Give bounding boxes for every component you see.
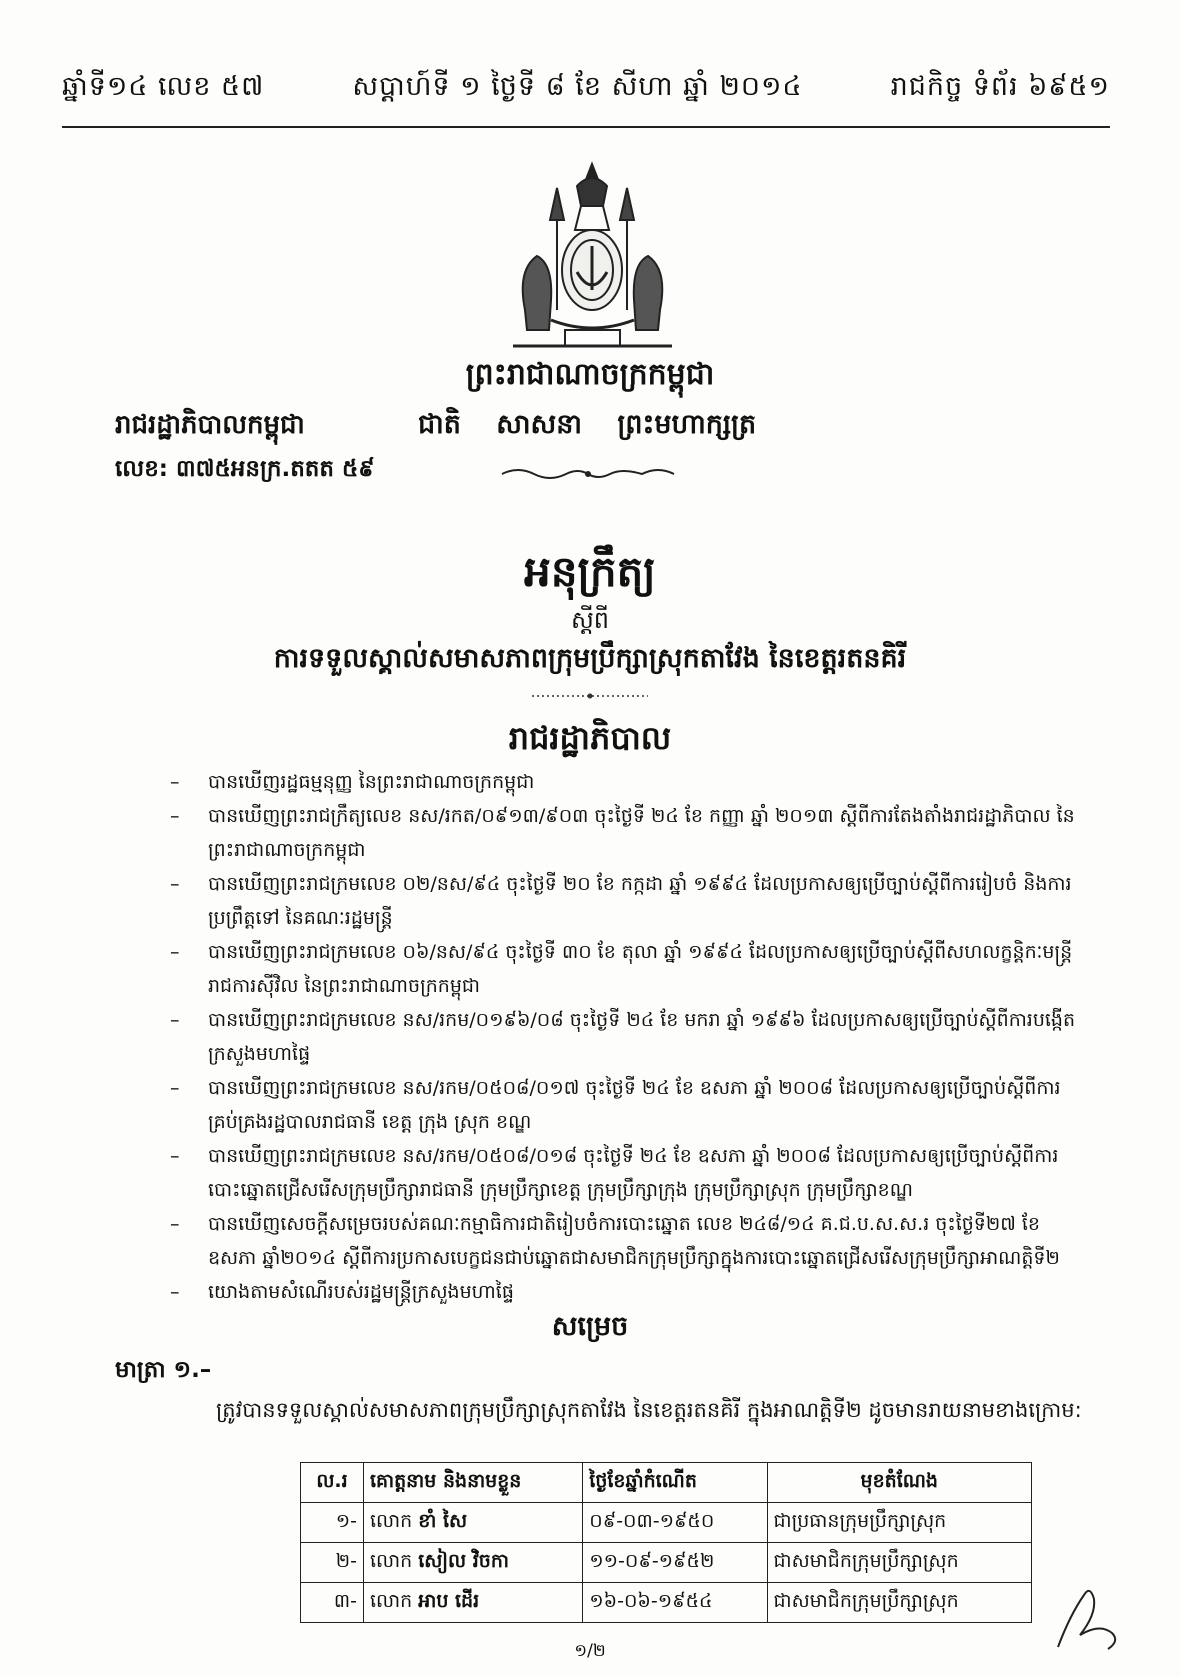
member-title: លោក xyxy=(370,1509,413,1532)
member-birth-date: ១៦-០៦-១៩៥៤ xyxy=(583,1583,767,1623)
recital-item: – បានឃើញព្រះរាជក្រមលេខ ០២/នស/៩៤ ចុះថ្ងៃទី ២០ ខែ កក្កដា ឆ្នាំ ១៩៩៤ ដែលប្រកាសឲ្យប្រើច្បាប់ស្តីពីការរៀបចំ និងការប្រព្រឹត្តទៅ នៃគណៈរដ្ឋមន្ត្រី xyxy=(208,867,1088,935)
issue-date: សប្តាហ៍ទី ១ ថ្ងៃទី ៨ ខែ សីហា ឆ្នាំ ២០១៤ xyxy=(352,71,803,102)
header-rule xyxy=(62,126,1110,128)
member-birth-date: ១១-០៩-១៩៥២ xyxy=(583,1543,767,1583)
member-name-cell xyxy=(364,1543,583,1583)
member-name-cell xyxy=(364,1503,583,1543)
recitals-list xyxy=(208,765,1088,1309)
table-row xyxy=(301,1503,1032,1543)
issuing-authority: រាជរដ្ឋាភិបាល xyxy=(508,719,672,757)
gazette-page-ref: រាជកិច្ច ទំព័រ ៦៩៥១ xyxy=(890,71,1110,102)
page-number: ១/២ xyxy=(574,1641,606,1661)
row-number: ២- xyxy=(301,1543,364,1583)
row-number: ១- xyxy=(301,1503,364,1543)
recital-item: – យោងតាមសំណើរបស់រដ្ឋមន្ត្រីក្រសួងមហាផ្ទៃ xyxy=(208,1275,1088,1309)
ornament-divider-icon xyxy=(498,466,678,482)
national-motto: ជាតិ សាសនា ព្រះមហាក្សត្រ xyxy=(418,409,757,440)
royal-coat-of-arms-icon xyxy=(505,160,680,360)
gazette-header xyxy=(62,70,1110,109)
recital-item: – បានឃើញព្រះរាជក្រមលេខ ០៦/នស/៩៤ ចុះថ្ងៃទី ៣០ ខែ តុលា ឆ្នាំ ១៩៩៤ ដែលប្រកាសឲ្យប្រើច្បាប់ស្តីពីសហលក្ខន្តិកៈមន្ត្រីរាជការស៊ីវិល នៃព្រះរាជាណាចក្រកម្ពុជា xyxy=(208,935,1088,1003)
member-name: អាប ដើរ xyxy=(418,1589,480,1612)
council-members-table xyxy=(300,1462,1032,1623)
column-header-name: គោត្តនាម និងនាមខ្លួន xyxy=(364,1463,583,1503)
recital-item: – បានឃើញព្រះរាជក្រមលេខ នស/រកម/០៥០៨/០១៨ ចុះថ្ងៃទី ២៤ ខែ ឧសភា ឆ្នាំ ២០០៨ ដែលប្រកាសឲ្យប្រើច្បាប់ស្តីពីការបោះឆ្នោតជ្រើសរើសក្រុមប្រឹក្សារាជធានី ក្រុមប្រឹក្សាខេត្ត ក្រុមប្រឹក្សាក្រុង ក្រុមប្រឹក្សាស្រុក ក្រុមប្រឹក្សាខណ្ឌ xyxy=(208,1139,1088,1207)
decision-heading: សម្រេច xyxy=(551,1311,629,1342)
table-row xyxy=(301,1543,1032,1583)
recital-item: – បានឃើញរដ្ឋធម្មនុញ្ញ នៃព្រះរាជាណាចក្រកម្ពុជា xyxy=(208,765,1088,799)
member-birth-date: ០៩-០៣-១៩៥០ xyxy=(583,1503,767,1543)
document-subject: ការទទួលស្គាល់សមាសភាពក្រុមប្រឹក្សាស្រុកតាវែង នៃខេត្តរតនគិរី xyxy=(273,643,907,674)
column-header-position: មុខតំណែង xyxy=(767,1463,1032,1503)
column-header-birth-date: ថ្ងៃខែឆ្នាំកំណើត xyxy=(583,1463,767,1503)
member-name: សៀល វិចកា xyxy=(418,1549,509,1572)
recital-item: – បានឃើញព្រះរាជក្រឹត្យលេខ នស/រកត/០៩១៣/៩០៣ ចុះថ្ងៃទី ២៤ ខែ កញ្ញា ឆ្នាំ ២០១៣ ស្តីពីការតែងតាំងរាជរដ្ឋាភិបាល នៃព្រះរាជាណាចក្រកម្ពុជា xyxy=(208,799,1088,867)
kingdom-title: ព្រះរាជាណាចក្រកម្ពុជា xyxy=(465,357,715,392)
row-number: ៣- xyxy=(301,1583,364,1623)
recital-item: – បានឃើញព្រះរាជក្រមលេខ នស/រកម/០៥០៨/០១៧ ចុះថ្ងៃទី ២៤ ខែ ឧសភា ឆ្នាំ ២០០៨ ដែលប្រកាសឲ្យប្រើច្បាប់ស្តីពីការគ្រប់គ្រងរដ្ឋបាលរាជធានី ខេត្ត ក្រុង ស្រុក ខណ្ឌ xyxy=(208,1071,1088,1139)
member-name: ខាំ សៃ xyxy=(418,1509,468,1532)
member-title: លោក xyxy=(370,1589,413,1612)
article-text: ត្រូវបានទទួលស្គាល់សមាសភាពក្រុមប្រឹក្សាស្រុកតាវែង នៃខេត្តរតនគិរី ក្នុងអាណត្តិទី២ ដូចមានរាយនាមខាងក្រោម: xyxy=(216,1398,1082,1422)
recital-item: – បានឃើញព្រះរាជក្រមលេខ នស/រកម/០១៩៦/០៨ ចុះថ្ងៃទី ២៤ ខែ មករា ឆ្នាំ ១៩៩៦ ដែលប្រកាសឲ្យប្រើច្បាប់ស្តីពីការបង្កើតក្រសួងមហាផ្ទៃ xyxy=(208,1003,1088,1071)
table-header-row xyxy=(301,1463,1032,1503)
document-type-title: អនុក្រឹត្យ xyxy=(524,547,656,596)
member-name-cell xyxy=(364,1583,583,1623)
document-reference-number: លេខ: ៣៧៥អនក្រ.តតត ៥៩ xyxy=(115,456,375,482)
article-heading: មាត្រា ១.– xyxy=(115,1357,212,1383)
dotted-divider-icon xyxy=(530,692,650,700)
about-label: ស្តីពី xyxy=(570,606,610,634)
member-position: ជាប្រធានក្រុមប្រឹក្សាស្រុក xyxy=(767,1503,1032,1543)
issue-number: ឆ្នាំទី១៤ លេខ ៥៧ xyxy=(62,71,265,102)
member-title: លោក xyxy=(370,1549,413,1572)
member-position: ជាសមាជិកក្រុមប្រឹក្សាស្រុក xyxy=(767,1583,1032,1623)
government-name: រាជរដ្ឋាភិបាលកម្ពុជា xyxy=(115,410,305,440)
recital-item: – បានឃើញសេចក្តីសម្រេចរបស់គណៈកម្មាធិការជាតិរៀបចំការបោះឆ្នោត លេខ ២៤៨/១៤ គ.ជ.ប.ស.ស.រ ចុះថ្ងៃទី២៧ ខែឧសភា ឆ្នាំ២០១៤ ស្តីពីការប្រកាសបេក្ខជនជាប់ឆ្នោតជាសមាជិកក្រុមប្រឹក្សាក្នុងការបោះឆ្នោតជ្រើសរើសក្រុមប្រឹក្សាអាណត្តិទី២ xyxy=(208,1207,1088,1275)
member-position: ជាសមាជិកក្រុមប្រឹក្សាស្រុក xyxy=(767,1543,1032,1583)
column-header-number: ល.រ xyxy=(301,1463,364,1503)
table-row xyxy=(301,1583,1032,1623)
